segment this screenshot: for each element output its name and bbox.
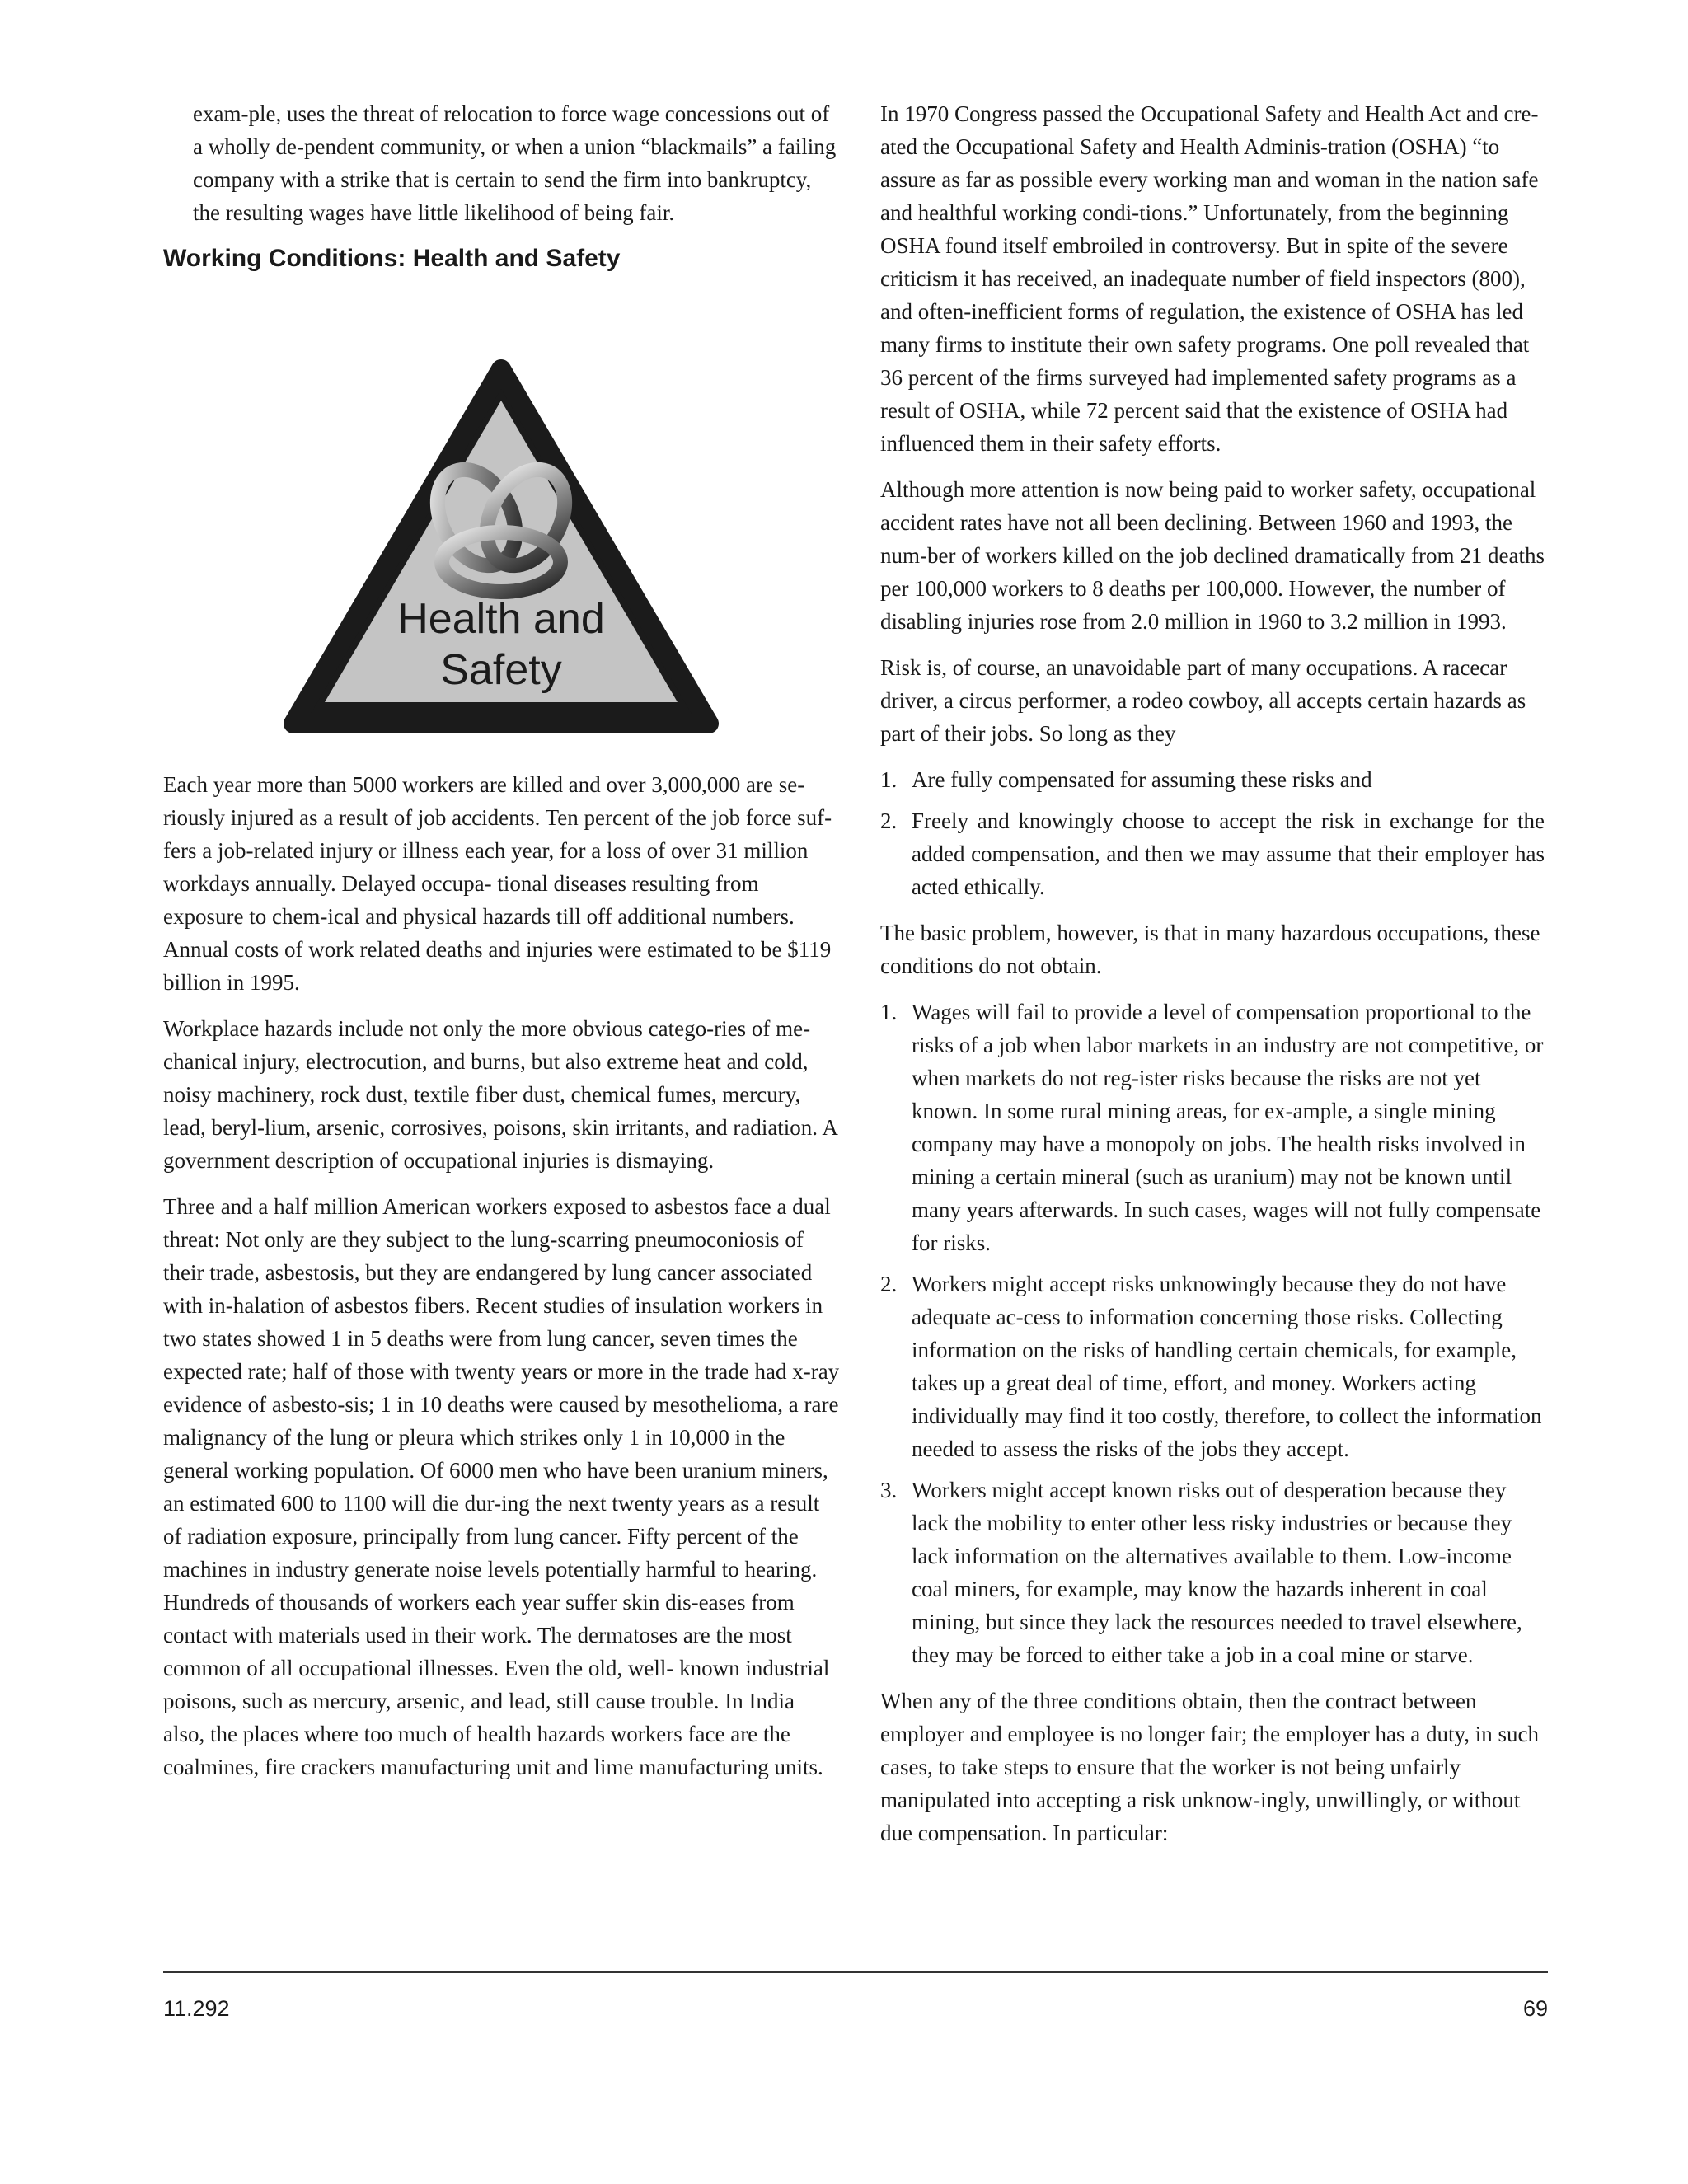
- paragraph-risk: Risk is, of course, an unavoidable part of many occupations. A racecar driver, a circus performer, a rodeo cowboy, all accepts certain hazards as part of their jobs. So long as they: [880, 655, 1526, 746]
- list-number: 1.: [880, 1000, 898, 1024]
- paragraph-conclusion: When any of the three conditions obtain, then the contract between employer and employee is no longer fair; the employer has a duty, in such cases, to take steps to ensure that the worker is not being unfairly manipulated into accepting a risk unknow-ingly, unwillingly, or without due compensation. In particular:: [880, 1689, 1540, 1845]
- paragraph-osha: In 1970 Congress passed the Occupational Safety and Health Act and cre-ated the Occupational Safety and Health Adminis-tration (OSHA) “to assure as far as possible every working man and woman in the nation safe and healthful working condi-tions.” Unfortunately, from the beginning OSHA found itself embroiled in controversy. But in spite of the severe criticism it has received, an inadequate number of field inspectors (800), and often-inefficient forms of regulation, the existence of OSHA has led many firms to institute their own safety programs. One poll revealed that 36 percent of the firms surveyed had implemented safety programs as a result of OSHA, while 72 percent said that the existence of OSHA had influenced them in their safety efforts.: [880, 101, 1539, 456]
- page-number: 69: [1522, 1996, 1548, 2021]
- intro-paragraph: exam-ple, uses the threat of relocation to force wage concessions out of a wholly de-pendent community, or when a union “blackmails” a failing company with a strike that is certain to send the firm into bankruptcy, the resulting wages have little likelihood of being fair.: [193, 101, 837, 225]
- right-column: [880, 97, 1545, 1863]
- section-heading: Working Conditions: Health and Safety: [163, 245, 621, 272]
- footer-divider: [163, 1971, 1548, 1973]
- left-column: [163, 97, 841, 1797]
- paragraph-asbestos: Three and a half million American workers exposed to asbestos face a dual threat: Not only are they subject to the lung-scarring pneumoconiosis of their trade, asbestosis, but they are endangered by lung cancer associated with in-halation of asbestos fibers. Recent studies of insulation workers in two states showed 1 in 5 deaths were from lung cancer, seven times the expected rate; half of those with twenty years or more in the trade had x-ray evidence of asbesto-sis; 1 in 10 deaths were caused by mesothelioma, a rare malignancy of the lung or pleura which strikes only 1 in 10,000 in the general working population. Of 6000 men who have been uranium miners, an estimated 600 to 1100 will die dur-ing the next twenty years as a result of radiation exposure, principally from lung cancer. Fifty percent of the machines in industry generate noise levels potentially harmful to hearing. Hundreds of thousands of workers each year suffer skin dis-eases from contact with materials used in their work. The dermatoses are the most common of all occupational illnesses. Even the old, well- known industrial poisons, such as mercury, arsenic, and lead, still cause trouble. In India also, the places where too much of health hazards workers face are the coalmines, fire crackers manufacturing unit and lime manufacturing units.: [163, 1194, 840, 1779]
- list-number: 1.: [880, 767, 898, 792]
- paragraph-accident-rates: Although more attention is now being paid to worker safety, occupational accident rates have not all been declining. Between 1960 and 1993, the num-ber of workers killed on the job declined dramatically from 21 deaths per 100,000 workers to 8 deaths per 100,000. However, the number of disabling injuries rose from 2.0 million in 1960 to 3.2 million in 1993.: [880, 477, 1545, 634]
- list-item-text: Freely and knowingly choose to accept the risk in exchange for the added compensation, and then we may assume that their employer has acted ethically.: [912, 808, 1545, 899]
- list-item-text: Wages will fail to provide a level of compensation proportional to the risks of a job when labor markets in an industry are not competitive, or when markets do not reg-ister risks because the risks are not yet known. In some rural mining areas, for ex-ample, a single mining company may have a monopoly on jobs. The health risks involved in mining a certain mineral (such as uranium) may not be known until many years afterwards. In such cases, wages will not fully compensate for risks.: [912, 1000, 1544, 1255]
- list-item: [880, 763, 1545, 796]
- list-number: 3.: [880, 1478, 898, 1502]
- list-number: 2.: [880, 808, 898, 833]
- list-item: [880, 1268, 1545, 1465]
- list-item: [880, 996, 1545, 1259]
- health-safety-figure: [163, 275, 841, 768]
- warning-triangle-sign: [279, 346, 724, 742]
- conditions-list: [880, 763, 1545, 903]
- paragraph-workplace-hazards: Workplace hazards include not only the more obvious catego-ries of me-chanical injury, electrocution, and burns, but also extreme heat and cold, noisy machinery, rock dust, textile fiber dust, chemical fumes, mercury, lead, beryl-lium, arsenic, corrosives, poisons, skin irritants, and radiation. A government description of occupational injuries is dismaying.: [163, 1016, 837, 1173]
- list-item: [880, 1474, 1545, 1671]
- sign-text-line-2: Safety: [440, 646, 562, 694]
- sign-text-line-1: Health and: [397, 595, 605, 643]
- footer-course-code: 11.292: [163, 1996, 230, 2021]
- paragraph-job-accidents: Each year more than 5000 workers are killed and over 3,000,000 are se-riously injured as a result of job accidents. Ten percent of the job force suf-fers a job-related injury or illness each year, for a loss of over 31 million workdays annually. Delayed occupa- tional diseases resulting from exposure to chem-ical and physical hazards till off additional numbers. Annual costs of work related deaths and injuries were estimated to be $119 billion in 1995.: [163, 772, 832, 995]
- list-number: 2.: [880, 1272, 898, 1296]
- problems-list: [880, 996, 1545, 1671]
- list-item-text: Workers might accept risks unknowingly because they do not have adequate ac-cess to information concerning those risks. Collecting information on the risks of handling certain chemicals, for example, takes up a great deal of time, effort, and money. Workers acting individually may find it too costly, therefore, to collect the information needed to assess the risks of the jobs they accept.: [912, 1272, 1542, 1461]
- list-item: [880, 804, 1545, 903]
- list-item-text: Workers might accept known risks out of desperation because they lack the mobility to enter other less risky industries or because they lack information on the alternatives available to them. Low-income coal miners, for example, may know the hazards inherent in coal mining, but since they lack the resources needed to travel elsewhere, they may be forced to either take a job in a coal mine or starve.: [912, 1478, 1522, 1667]
- paragraph-basic-problem: The basic problem, however, is that in many hazardous occupations, these conditions do not obtain.: [880, 921, 1540, 978]
- list-item-text: Are fully compensated for assuming these risks and: [912, 767, 1372, 792]
